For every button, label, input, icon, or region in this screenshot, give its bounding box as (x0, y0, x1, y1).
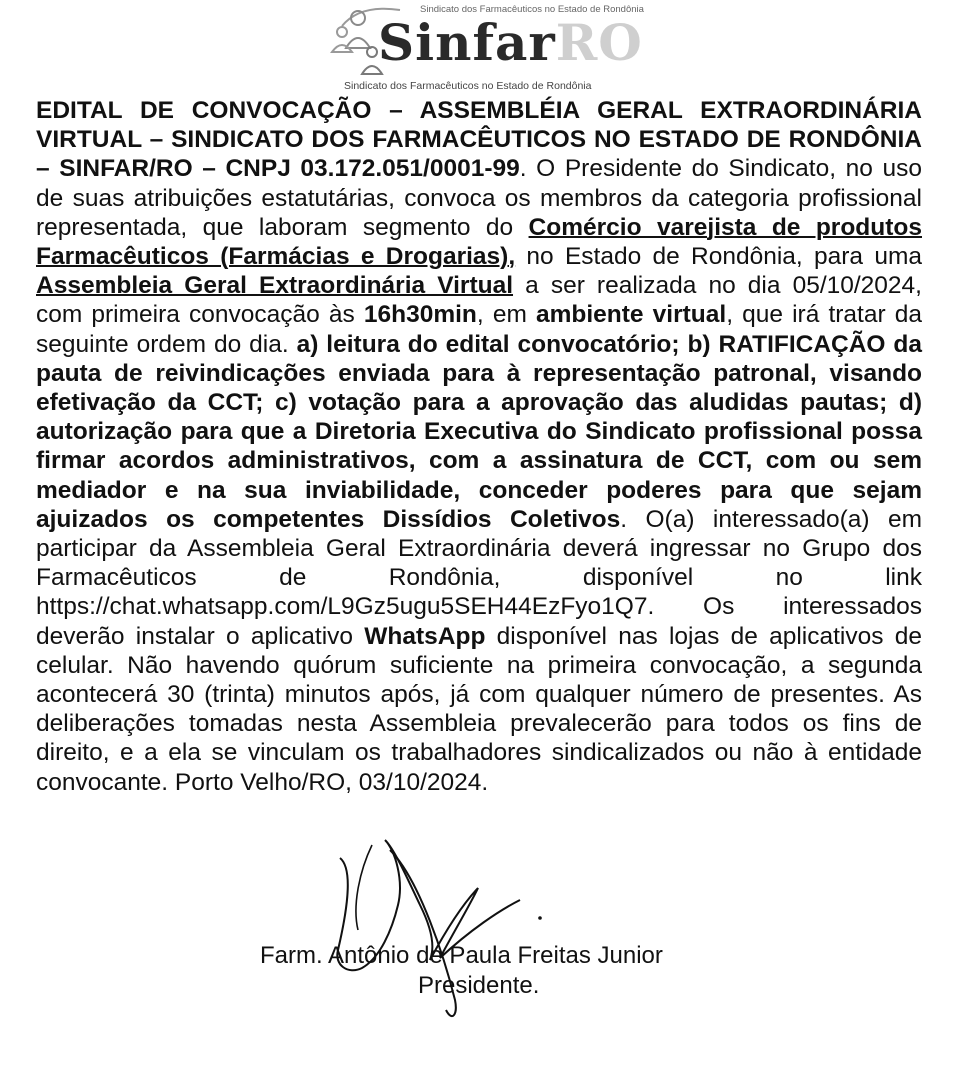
edital-text-7: disponível nas lojas de aplicativos de celular. Não havendo quórum suficiente na primeira convocação, a segunda acontecerá 30 (trinta) minutos após, já com qualquer número de presentes. As deliberações tomadas nesta Assembleia prevalecerão para todos os fins de direito, e a ela se vinculam os trabalhadores sindicalizados ou não à entidade convocante. Porto Velho/RO, 03/10/2024. (36, 622, 922, 796)
logo-word-ro: RO (555, 13, 643, 72)
logo-top-text: Sindicato dos Farmacêuticos no Estado de Rondônia (420, 4, 644, 15)
edital-ordem-do-dia: a) leitura do edital convocatório; b) RATIFICAÇÃO da pauta de reivindicações enviada para à representação patronal, visando efetivação da CCT; c) votação para a aprovação das aludidas pautas; d) autorização para que a Diretoria Executiva do Sindicato profissional possa firmar acordos administrativos, com a assinatura de CCT, com ou sem mediador e na sua inviabilidade, conceder poderes para que sejam ajuizados os competentes Dissídios Coletivos (36, 330, 922, 533)
logo-wordmark (378, 13, 643, 72)
edital-body (36, 96, 922, 797)
edital-hora: 16h30min (363, 301, 477, 329)
edital-assembleia: Assembleia Geral Extraordinária Virtual (36, 272, 514, 300)
logo-word-main: Sinfar (378, 13, 556, 72)
edital-whatsapp: WhatsApp (364, 622, 486, 650)
signatory-name: Farm. Antônio de Paula Freitas Junior (260, 942, 663, 969)
edital-text-6: . O(a) interessado(a) em participar da Assembleia Geral Extraordinária deverá ingressar no Grupo dos Farmacêuticos de Rondônia, disponível no link https://chat.whatsapp.com/L9Gz5ugu5SEH44EzFyo1Q7. Os interessados deverão instalar o aplicativo (36, 505, 922, 650)
edital-text-3: a ser realizada no dia 05/10/2024, com primeira convocação às (36, 272, 922, 329)
edital-text-2: no Estado de Rondônia, para uma (515, 243, 922, 271)
edital-comercio: Comércio varejista de produtos Farmacêuticos (Farmácias e Drogarias), (36, 213, 922, 271)
edital-title: EDITAL DE CONVOCAÇÃO – ASSEMBLÉIA GERAL EXTRAORDINÁRIA VIRTUAL – SINDICATO DOS FARMACÊUTICOS NO ESTADO DE RONDÔNIA – SINFAR/RO – CNPJ 03.172.051/0001-99 (36, 97, 922, 183)
edital-text-1: . O Presidente do Sindicato, no uso de suas atribuições estatutárias, convoca os membros da categoria profissional representada, que laboram segmento do (36, 155, 922, 241)
signatory-role: Presidente. (418, 972, 540, 999)
edital-ambiente: ambiente virtual (535, 301, 727, 329)
edital-text-4: , em (476, 301, 536, 329)
sinfar-logo (320, 4, 644, 100)
logo-tagline: Sindicato dos Farmacêuticos no Estado de Rondônia (344, 80, 592, 92)
edital-text-5: , que irá tratar da seguinte ordem do dia. (36, 301, 922, 358)
